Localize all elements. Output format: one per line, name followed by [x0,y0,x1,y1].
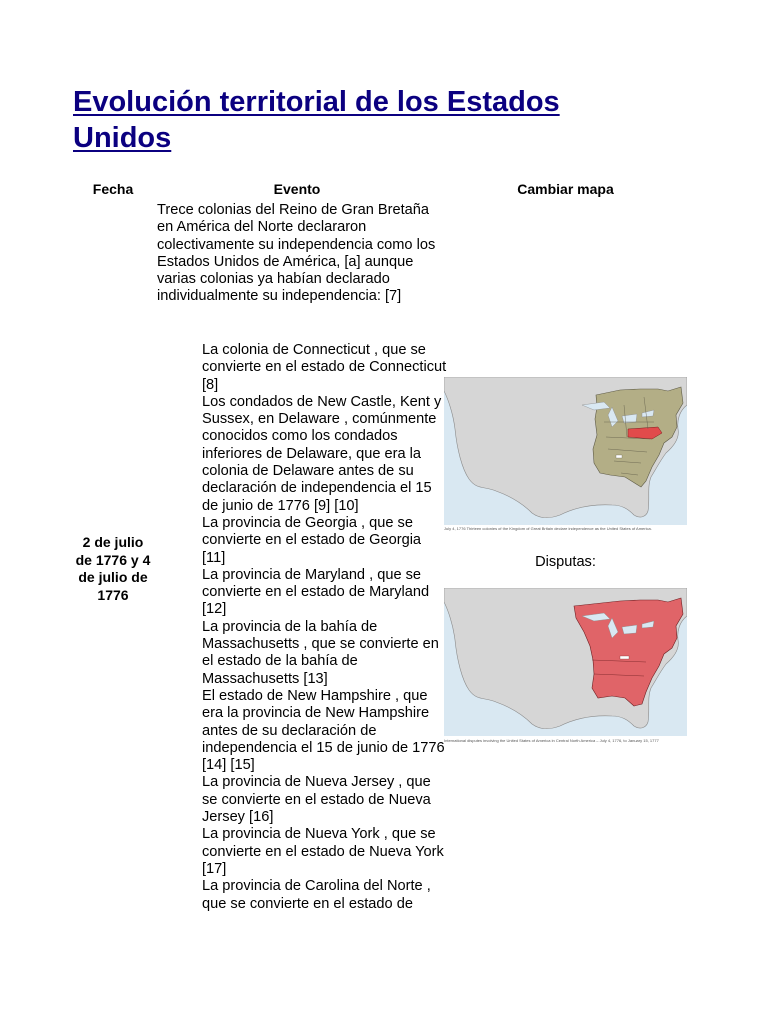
column-header-date: Fecha [92,181,134,197]
map-disputes[interactable] [444,588,687,736]
disputes-label: Disputas: [535,554,596,570]
column-header-event: Evento [273,181,321,197]
event-item-delaware: Los condados de New Castle, Kent y Sussex, en Delaware , comúnmente conocidos como los condados inferiores de Delaware, que era la colonia de Delaware antes de su declaración de independencia el 15 de junio de 1776 [9] [10] [202,393,442,514]
event-item-maryland: La provincia de Maryland , que se convierte en el estado de Maryland [12] [202,566,430,618]
event-item-massachusetts: La provincia de la bahía de Massachusetts , que se convierte en el estado de la bahía de Massachusetts [13] [202,618,439,687]
intro-text: Trece colonias del Reino de Gran Bretaña en América del Norte declararon colectivamente su independencia como los Estados Unidos de América, [a] aunque varias colonias ya habían declarado individualmente su independencia: [7] [157,202,436,305]
event-item-north-carolina: La provincia de Carolina del Norte , que se convierte en el estado de [202,878,431,912]
event-item-new-jersey: La provincia de Nueva Jersey , que se convierte en el estado de Nueva Jersey [16] [202,774,431,826]
event-item-new-york: La provincia de Nueva York , que se convierte en el estado de Nueva York [17] [202,826,444,877]
map-1-caption: July 4, 1776 Thirteen colonies of the Kingdom of Great Britain declare independence as the United States of America. [444,526,652,531]
page-title[interactable]: Evolución territorial de los Estados Unidos [73,86,560,154]
event-item-georgia: La provincia de Georgia , que se convierte en el estado de Georgia [11] [202,514,422,566]
map-thirteen-colonies[interactable] [444,377,687,525]
event-item-connecticut: La colonia de Connecticut , que se convierte en el estado de Connecticut [8] [202,342,447,393]
event-list [202,342,447,913]
map-2-caption: International disputes involving the United States of America in Central North America – July 4, 1776, to January 15, 1777 [444,738,659,743]
event-item-new-hampshire: El estado de New Hampshire , que era la provincia de New Hampshire antes de su declaración de independencia el 15 de junio de 1776 [14] [15] [202,687,445,774]
event-date: 2 de julio de 1776 y 4 de julio de 1776 [75,534,151,603]
column-header-map: Cambiar mapa [517,181,614,197]
